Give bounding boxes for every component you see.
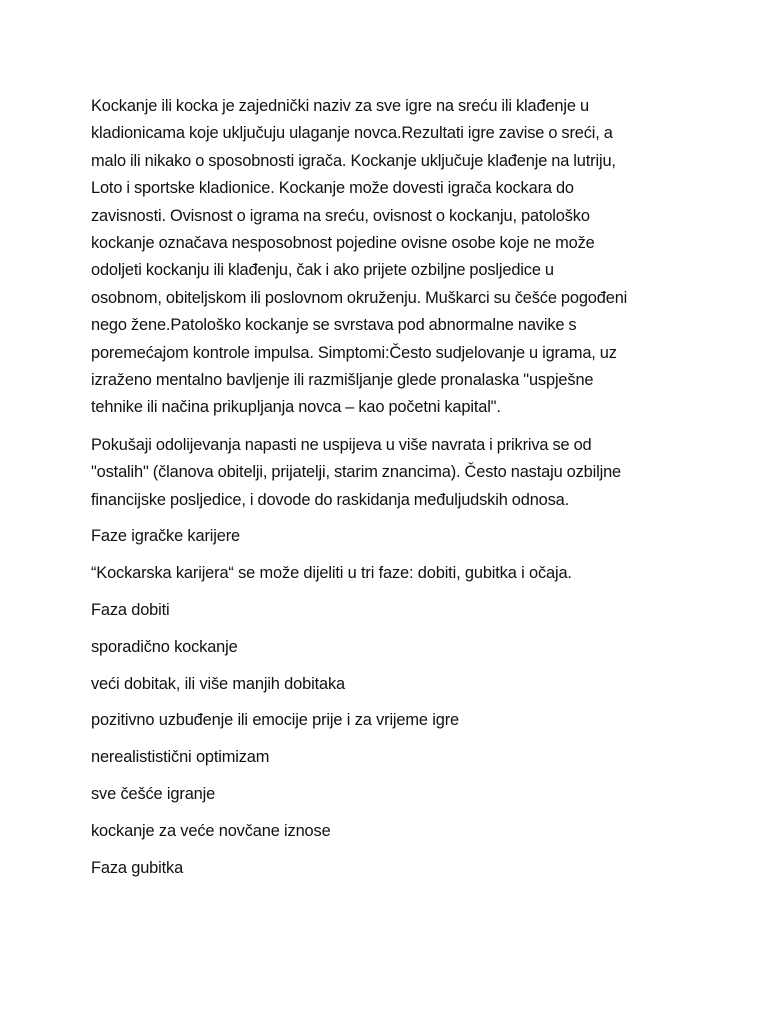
list-item: kockanje za veće novčane iznose	[91, 821, 331, 840]
text-line: Loto i sportske kladionice. Kockanje može dovesti igrača kockara do	[91, 179, 574, 198]
text-line: kockanje označava nesposobnost pojedine ovisne osobe koje ne može	[91, 234, 595, 253]
paragraph-intro	[91, 93, 695, 422]
list-item: sporadično kockanje	[91, 637, 238, 656]
list-item: sve češće igranje	[91, 785, 216, 804]
phases-intro-line: “Kockarska karijera“ se može dijeliti u tri faze: dobiti, gubitka i očaja.	[91, 564, 572, 583]
text-line: odoljeti kockanju ili klađenju, čak i ako prijete ozbiljne posljedice u	[91, 261, 554, 280]
text-line: poremećajom kontrole impulsa. Simptomi:Često sudjelovanje u igrama, uz	[91, 343, 617, 362]
heading-career-phases: Faze igračke karijere	[91, 527, 240, 546]
text-line: Pokušaji odolijevanja napasti ne uspijeva u više navrata i prikriva se od	[91, 435, 592, 454]
text-line: kladionicama koje uključuju ulaganje novca.Rezultati igre zavise o sreći, a	[91, 124, 613, 143]
text-line: financijske posljedice, i dovode do raskidanja međuljudskih odnosa.	[91, 490, 570, 509]
heading-winning-phase: Faza dobiti	[91, 601, 170, 620]
text-line: zavisnosti. Ovisnost o igrama na sreću, ovisnost o kockanju, patološko	[91, 206, 590, 225]
text-line: tehnike ili načina prikupljanja novca – kao početni kapital".	[91, 398, 501, 417]
paragraph-attempts	[91, 432, 695, 514]
text-line: osobnom, obiteljskom ili poslovnom okruženju. Muškarci su češće pogođeni	[91, 288, 628, 307]
list-item: nerealististični optimizam	[91, 748, 270, 767]
text-line: malo ili nikako o sposobnosti igrača. Kockanje uključuje klađenje na lutriju,	[91, 151, 616, 170]
list-item: pozitivno uzbuđenje ili emocije prije i za vrijeme igre	[91, 711, 459, 730]
text-line: izraženo mentalno bavljenje ili razmišljanje glede pronalaska "uspješne	[91, 371, 594, 390]
text-line: Kockanje ili kocka je zajednički naziv za sve igre na sreću ili klađenje u	[91, 97, 589, 115]
text-line: nego žene.Patološko kockanje se svrstava pod abnormalne navike s	[91, 316, 577, 335]
document-page	[91, 93, 695, 882]
heading-losing-phase: Faza gubitka	[91, 858, 184, 877]
list-item: veći dobitak, ili više manjih dobitaka	[91, 674, 345, 693]
text-line: "ostalih" (članova obitelji, prijatelji, starim znancima). Često nastaju ozbiljne	[91, 463, 622, 482]
